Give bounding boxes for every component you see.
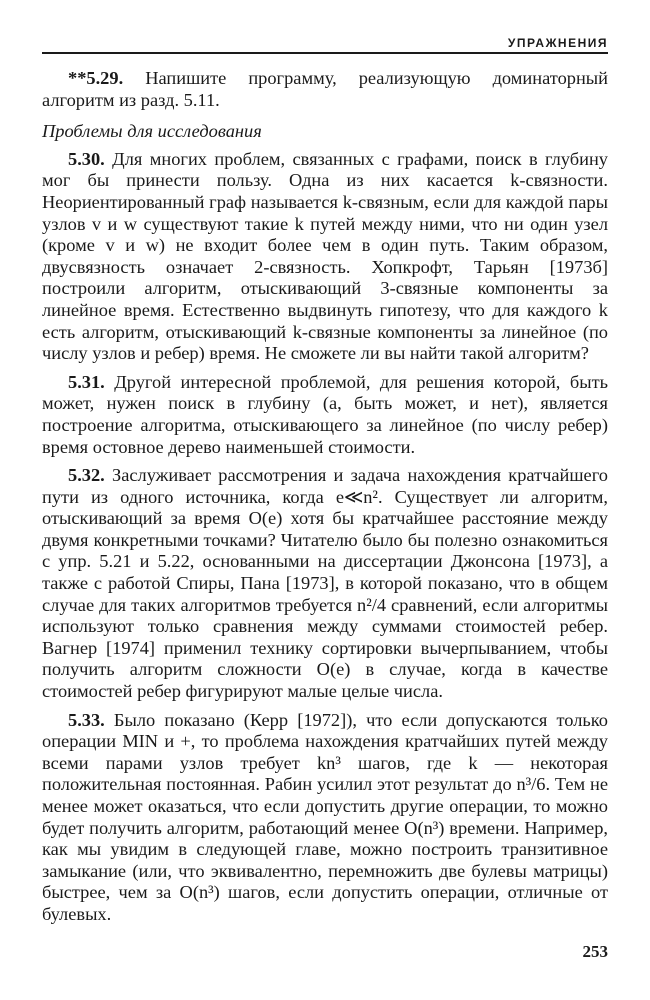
exercise-text: Заслуживает рассмотрения и задача нахождения кратчайшего пути из одного источника, когда e≪n². Существует ли алгоритм, отыскивающий за время O(e) хотя бы кратчайшее расстояние между двумя конкретными точками? Читателю было бы полезно ознакомиться с упр. 5.21 и 5.22, основанными на диссертации Джонсона [1973], а также с работой Спиры, Пана [1973], в которой показано, что в общем случае для таких алгоритмов требуется n²/4 сравнений, если алгоритмы используют только сравнения между суммами стоимостей ребер. Вагнер [1974] применил технику сортировки вычерпыванием, чтобы получить алгоритм сложности O(e) в случае, когда в качестве стоимостей ребер фигурируют малые целые числа. <box>42 465 608 702</box>
exercise-5-29 <box>42 68 608 111</box>
running-header <box>42 34 608 54</box>
section-title: Проблемы для исследования <box>42 121 262 142</box>
exercise-5-33 <box>42 710 608 926</box>
exercise-number: 5.32. <box>68 465 105 486</box>
exercise-text: Было показано (Керр [1972]), что если допускаются только операции MIN и +, то проблема нахождения кратчайших путей между всеми парами узлов требует kn³ шагов, где k — некоторая положительная постоянная. Рабин усилил этот результат до n³/6. Тем не менее может оказаться, что если допустить другие операции, то можно будет получить алгоритм, работающий менее O(n³) времени. Например, как мы увидим в следующей главе, можно построить транзитивное замыкание (или, что эквивалентно, перемножить две булевы матрицы) быстрее, чем за O(n³) шагов, если допустить операции, отличные от булевых. <box>42 709 608 924</box>
exercise-text: Другой интересной проблемой, для решения которой, быть может, нужен поиск в глубину (а, быть может, и нет), является построение алгоритма, отыскивающего за линейное (по числу ребер) время остовное дерево наименьшей стоимости. <box>42 371 608 457</box>
page-number: 253 <box>582 942 608 961</box>
exercise-text: Напишите программу, реализующую доминаторный алгоритм из разд. 5.11. <box>42 68 608 110</box>
page-body <box>42 68 608 926</box>
exercise-number: 5.33. <box>68 709 105 730</box>
header-title: УПРАЖНЕНИЯ <box>507 36 608 50</box>
exercise-5-30 <box>42 149 608 365</box>
exercise-5-31 <box>42 372 608 458</box>
exercise-number: **5.29. <box>68 68 124 88</box>
exercise-number: 5.30. <box>68 148 105 169</box>
exercise-text: Для многих проблем, связанных с графами, поиск в глубину мог бы принести пользу. Одна из них касается k-связности. Неориентированный граф называется k-связным, если для каждой пары узлов v и w существуют такие k путей между ними, что ни один узел (кроме v и w) не входит более чем в один путь. Таким образом, двусвязность означает 2-связность. Хопкрофт, Тарьян [1973б] построили алгоритм, отыскивающий 3-связные компоненты за линейное время. Естественно выдвинуть гипотезу, что для каждого k есть алгоритм, отыскивающий k-связные компоненты за линейное (по числу узлов и ребер) время. Не сможете ли вы найти такой алгоритм? <box>42 148 608 364</box>
exercise-5-32 <box>42 465 608 703</box>
exercise-number: 5.31. <box>68 371 105 392</box>
